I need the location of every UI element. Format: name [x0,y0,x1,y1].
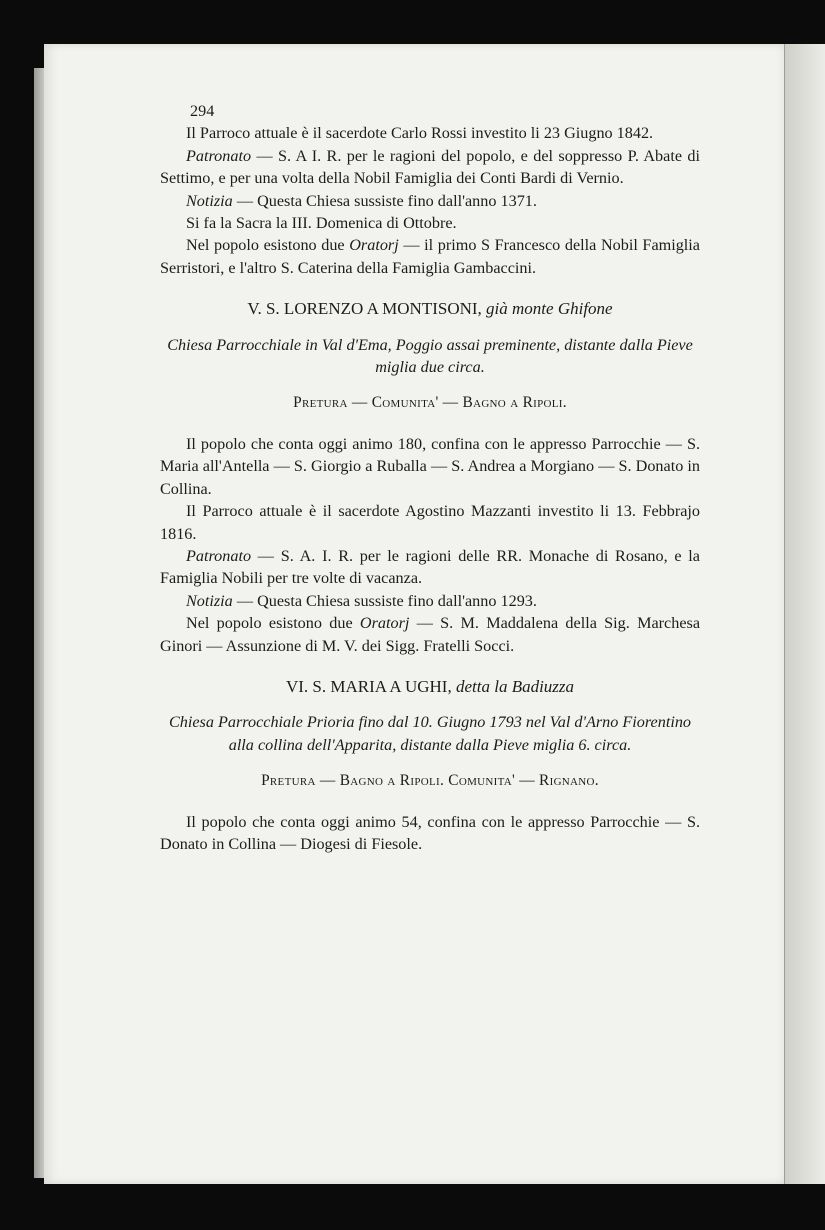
section-vi-subtitle: Chiesa Parrocchiale Prioria fino dal 10. Giugno 1793 nel Val d'Arno Fiorentino alla collina dell'Apparita, distante dalla Pieve miglia 6. circa. [168,713,692,754]
page-text [160,100,700,855]
paragraph-oratorj [160,234,700,279]
section-vi-admin: Pretura — Bagno a Ripoli. Comunita' — Rignano. [261,772,599,790]
paragraph-notizia [160,190,700,212]
section-v-oratorj-a: Nel popolo esistono due [186,614,360,633]
section-v-name: V. S. LORENZO A MONTISONI, [247,299,487,319]
section-v-oratorj-word: Oratorj [359,614,410,633]
notizia-label: Notizia [186,191,233,210]
paragraph-sacra: Si fa la Sacra la III. Domenica di Ottobre. [186,214,457,233]
section-title-v [160,298,700,320]
section-v-paragraph-patronato [160,545,700,590]
section-v-admin: Pretura — Comunita' — Bagno a Ripoli. [293,394,567,412]
section-v-paragraph-oratorj [160,612,700,657]
patronato-text: — S. A I. R. per le ragioni del popolo, e del soppresso P. Abate di Settimo, e per una volta della Nobil Famiglia dei Conti Bardi di Vernio. [160,146,700,188]
oratorj-word: Oratorj [349,236,399,255]
patronato-label: Patronato [186,146,252,165]
notizia-text: — Questa Chiesa sussiste fino dall'anno 1371. [232,191,537,210]
section-v-paragraph-notizia [160,590,700,612]
paragraph-parroco: Il Parroco attuale è il sacerdote Carlo Rossi investito li 23 Giugno 1842. [186,124,654,143]
page-number: 294 [190,102,215,120]
section-v-patronato-text: — S. A. I. R. per le ragioni delle RR. Monache di Rosano, e la Famiglia Nobili per tre volte di vacanza. [160,546,700,588]
section-v-oratorj-b: — S. M. Maddalena della Sig. Marchesa Ginori — Assunzione di M. V. dei Sigg. Fratelli Socci. [160,614,700,655]
section-v-paragraph-confini: Il popolo che conta oggi animo 180, confina con le appresso Parrocchie — S. Maria all'Antella — S. Giorgio a Ruballa — S. Andrea a Morgiano — S. Donato in Collina. [160,434,700,498]
section-vi-alias: detta la Badiuzza [455,676,575,696]
section-vi-paragraph-confini: Il popolo che conta oggi animo 54, confina con le appresso Parrocchie — S. Donato in Collina — Diogesi di Fiesole. [160,812,700,853]
oratorj-text-a: Nel popolo esistono due [186,236,350,255]
next-page-edge [784,44,825,1184]
section-vi-name: VI. S. MARIA A UGHI, [285,676,456,696]
paragraph-patronato [160,145,700,190]
section-v-notizia-label: Notizia [186,591,233,610]
section-title-vi [160,676,700,698]
section-v-paragraph-parroco: Il Parroco attuale è il sacerdote Agostino Mazzanti investito li 13. Febbrajo 1816. [160,502,700,543]
section-v-patronato-label: Patronato [186,546,252,565]
section-v-notizia-text: — Questa Chiesa sussiste fino dall'anno 1293. [232,591,537,610]
section-v-alias: già monte Ghifone [486,299,613,319]
oratorj-text-b: — il primo S Francesco della Nobil Famiglia Serristori, e l'altro S. Caterina della Famiglia Gambaccini. [160,236,700,277]
section-v-subtitle: Chiesa Parrocchiale in Val d'Ema, Poggio assai preminente, distante dalla Pieve miglia due circa. [167,335,693,377]
